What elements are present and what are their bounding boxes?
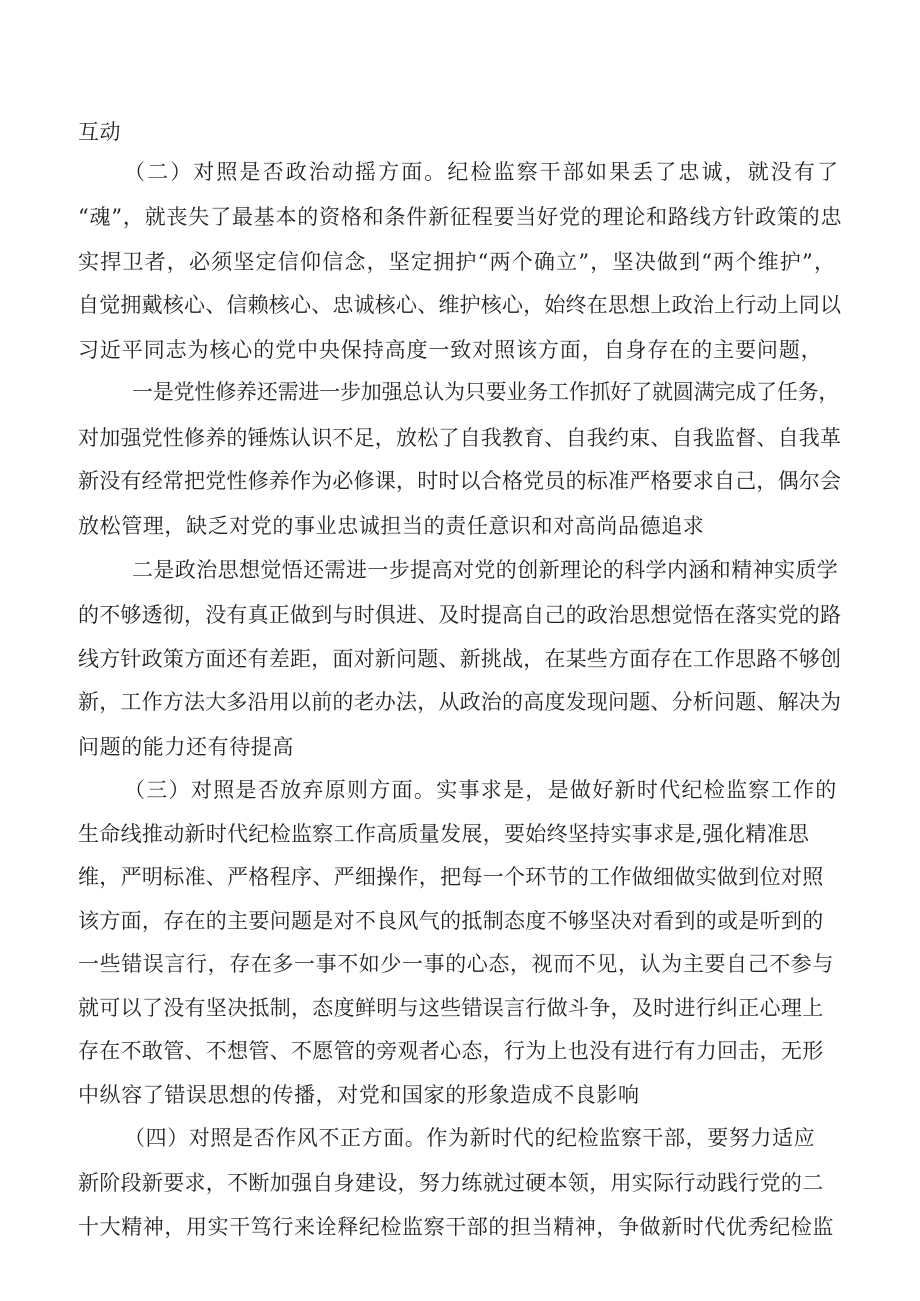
text-line: 自觉拥戴核心、信赖核心、忠诚核心、维护核心，始终在思想上政治上行动上同以 bbox=[78, 293, 842, 317]
text-line: 生命线推动新时代纪检监察工作高质量发展，要始终坚持实事求是,强化精准思 bbox=[78, 822, 810, 846]
text-line: 维，严明标准、严格程序、严细操作，把每一个环节的工作做细做实做到位对照 bbox=[78, 865, 824, 889]
text-line: 存在不敢管、不想管、不愿管的旁观者心态，行为上也没有进行有力回击，无形 bbox=[78, 1039, 824, 1063]
text-line: 问题的能力还有待提高 bbox=[78, 735, 294, 759]
text-line: 二是政治思想觉悟还需进一步提高对党的创新理论的科学内涵和精神实质学 bbox=[132, 558, 839, 582]
text-line: 线方针政策方面还有差距，面对新问题、新挑战，在某些方面存在工作思路不够创 bbox=[78, 647, 842, 671]
text-line: 习近平同志为核心的党中央保持高度一致对照该方面，自身存在的主要问题， bbox=[78, 338, 823, 362]
text-line: （三）对照是否放弃原则方面。实事求是，是做好新时代纪检监察工作的 bbox=[124, 778, 838, 802]
text-line: 互动 bbox=[78, 120, 121, 144]
text-line: 放松管理，缺乏对党的事业忠诚担当的责任意识和对高尚品德追求 bbox=[78, 514, 705, 538]
text-line: 中纵容了错误思想的传播，对党和国家的形象造成不良影响 bbox=[78, 1083, 640, 1107]
text-line: （二）对照是否政治动摇方面。纪检监察干部如果丢了忠诚，就没有了 bbox=[124, 160, 841, 184]
text-line: （四）对照是否作风不正方面。作为新时代的纪检监察干部，要努力适应 bbox=[124, 1126, 816, 1150]
text-line: “魂”，就丧失了最基本的资格和条件新征程要当好党的理论和路线方针政策的忠 bbox=[78, 205, 843, 229]
text-line: 的不够透彻，没有真正做到与时俱进、及时提高自己的政治思想觉悟在落实党的路 bbox=[78, 603, 842, 627]
text-line: 对加强党性修养的锤炼认识不足，放松了自我教育、自我约束、自我监督、自我革 bbox=[78, 426, 842, 450]
text-line: 就可以了没有坚决抵制，态度鲜明与这些错误言行做斗争，及时进行纠正心理上 bbox=[78, 996, 824, 1020]
text-line: 实捍卫者，必须坚定信仰信念，坚定拥护“两个确立”，坚决做到“两个维护”， bbox=[78, 250, 837, 274]
text-line: 十大精神，用实干笃行来诠释纪检监察干部的担当精神，争做新时代优秀纪检监 bbox=[78, 1215, 834, 1239]
text-line: 新没有经常把党性修养作为必修课，时时以合格党员的标准严格要求自己，偶尔会 bbox=[78, 469, 842, 493]
text-line: 新，工作方法大多沿用以前的老办法，从政治的高度发现问题、分析问题、解决为 bbox=[78, 690, 842, 714]
text-line: 一是党性修养还需进一步加强总认为只要业务工作抓好了就圆满完成了任务， bbox=[132, 380, 840, 404]
text-line: 新阶段新要求，不断加强自身建设，努力练就过硬本领，用实际行动践行党的二 bbox=[78, 1171, 824, 1195]
text-line: 一些错误言行，存在多一事不如少一事的心态，视而不见，认为主要自己不参与 bbox=[78, 952, 834, 976]
text-line: 该方面，存在的主要问题是对不良风气的抵制态度不够坚决对看到的或是听到的 bbox=[78, 909, 824, 933]
